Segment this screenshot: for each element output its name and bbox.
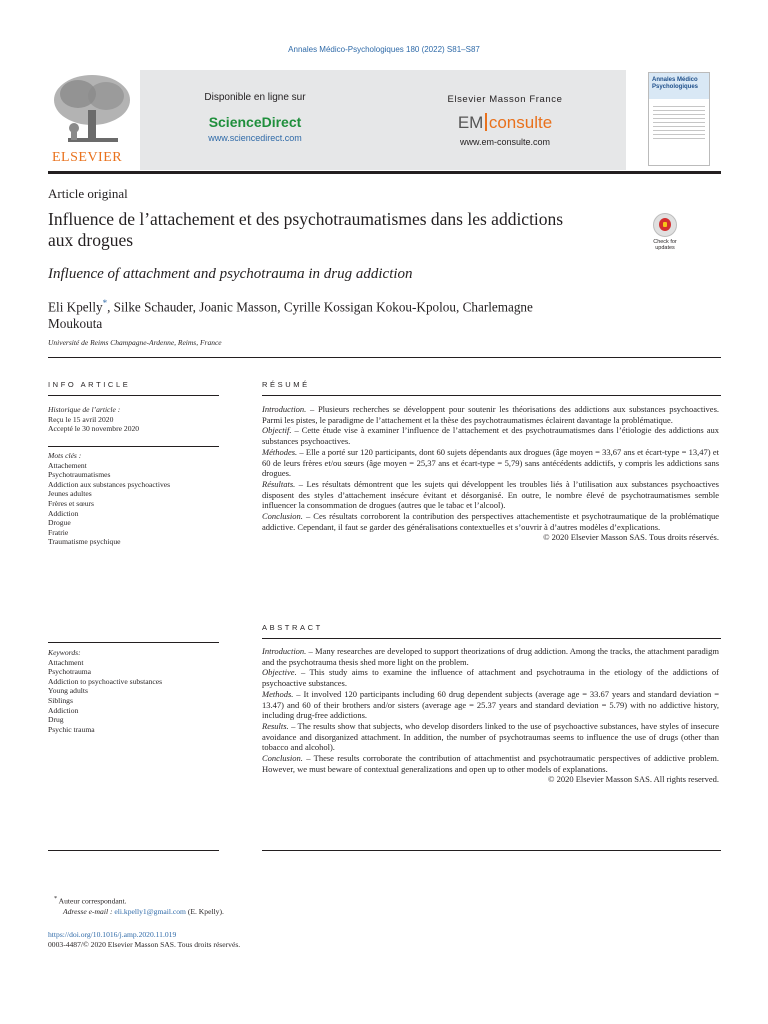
history-received: Reçu le 15 avril 2020 [48,414,114,424]
resume-section-text: – Ces résultats corroborent la contribution des perspectives attachementiste et psychotraumatique de la problématique addictive. Cependant, il faut se garder des généralisations contextuelles et s’ouvrir à d’autres modèles d’explications. [262,511,719,532]
left-bottom-rule [48,850,219,851]
emconsulte-block [430,94,580,147]
resume-section-label: Méthodes. [262,446,298,457]
author-list [48,295,568,332]
keyword-item: Psychic trauma [48,724,95,734]
article-subtitle: Influence of attachment and psychotrauma in drug addiction [48,266,413,282]
mots-cle-item: Addiction [48,508,79,518]
abstract-paragraph [262,689,719,721]
resume-paragraph [262,425,719,446]
cover-contents [649,99,709,146]
resume-section-text: – Plusieurs recherches se développent pour soutenir les théorisations des addictions aux substances psychoactives. Parmi les pistes, le paradigme de l’attachement et la thèse des psychotraumatismes éclairent davantage la problématique. [262,404,719,425]
abstract-section-text: – Many researches are developed to support theorizations of drug addiction. Among the tracks, the attachment paradigm and the psychotrauma thesis shed more light on the problem. [262,646,719,667]
cover-title-line2: Psychologiques [652,84,699,90]
resume-header: RÉSUMÉ [262,380,310,389]
history-label: Historique de l’article : [48,405,121,414]
footnote-star: * [54,895,58,902]
right-bottom-rule [262,850,721,851]
keyword-item: Drug [48,715,64,725]
keyword-item: Addiction to psychoactive substances [48,676,163,686]
mots-cle-item: Attachement [48,460,87,470]
mots-cles-label: Mots clés : [48,451,82,460]
publication-info [48,930,548,950]
keyword-item: Young adults [48,686,88,696]
article-type: Article original [48,186,128,201]
cover-title [649,73,709,99]
resume-copyright: © 2020 Elsevier Masson SAS. Tous droits réservés. [543,532,719,543]
sciencedirect-logo[interactable]: ScienceDirect [208,114,302,130]
banner-links-panel [140,70,626,170]
keywords-label: Keywords: [48,648,81,657]
sciencedirect-link[interactable]: www.sciencedirect.com [208,133,302,143]
crossmark-icon [653,213,677,237]
available-online-label: Disponible en ligne sur [204,92,306,103]
abstract-section-label: Introduction. [262,646,307,656]
issn-copyright: 0003-4487/© 2020 Elsevier Masson SAS. Tous droits réservés. [48,940,241,949]
abstract-paragraph [262,721,719,753]
info-rule [48,395,219,396]
emconsulte-link[interactable]: www.em-consulte.com [459,137,551,147]
corresponding-author-link[interactable]: * [102,298,108,308]
resume-paragraph [262,404,719,425]
resume-section-text: – Elle a porté sur 120 participants, dont 60 sujets dépendants aux drogues (âge moyen = 33,67 ans et écart-type = 13,47) et 60 de leurs frères et/ou sœurs (âge moyen = 25,37 ans et écart-type = 5,79) sans antécédents addictifs, y compris les addictions sans drogues. [262,446,719,479]
em-logo-left: EM [457,113,484,132]
affiliation: Université de Reims Champagne-Ardenne, Reims, France [48,338,222,347]
mots-cle-item: Frères et sœurs [48,498,94,508]
article-title: Influence de l’attachement et des psychotraumatismes dans les addictions aux drogues [48,209,564,250]
mots-cle-item: Addiction aux substances psychoactives [48,479,171,489]
mots-cles-block [48,451,219,547]
footnote-corresp: Auteur correspondant. [58,896,127,906]
em-publisher-label: Elsevier Masson France [447,94,563,105]
resume-body [262,404,719,543]
elsevier-tree-icon [48,70,136,150]
keyword-item: Attachment [48,657,84,667]
abstract-paragraph [262,753,719,774]
journal-cover-thumbnail[interactable] [648,72,710,166]
abstract-section-label: Methods. [262,688,294,699]
resume-section-label: Conclusion. [262,511,303,522]
keyword-item: Addiction [48,705,79,715]
resume-section-text: – Cette étude vise à examiner l’influence de l’attachement et des psychotraumatismes dans l’étiologie des addictions aux substances psychoactives. [262,425,719,447]
abstract-section-text: – It involved 120 participants including 60 drug dependent subjects (average age = 33.67 years and standard deviation = 13.47) and 60 of their brothers and/or sisters (average age = 25.37 years and standard deviation = 5.79) with no addictive history, including drug-free addictions. [262,688,719,721]
resume-rule [262,395,721,396]
mots-cle-item: Jeunes adultes [48,489,92,499]
abstract-body [262,646,719,785]
keywords-rule [48,642,219,643]
em-logo-right: consulte [488,113,553,132]
info-article-header: INFO ARTICLE [48,380,131,389]
abstract-section-label: Conclusion. [262,753,303,764]
footnote [54,894,454,917]
email-suffix: (E. Kpelly). [187,906,224,916]
article-history [48,405,219,434]
abstract-rule [262,638,721,639]
keywords-block [48,648,219,734]
journal-banner [48,70,721,170]
resume-section-text: – Les résultats démontrent que les sujets qui développent les troubles liés à l’utilisation aux substances psychoactives disposent des styles d’attachement insécure évitant et désorganisé. En outre, le nombre élevé de psychotraumatismes semble influencer la consommation de drogues (autres que le tabac et l’alcool). [262,478,719,511]
abstract-paragraph [262,667,719,688]
history-rule [48,446,219,447]
author-first: Eli Kpelly [48,299,103,315]
abstract-header: ABSTRACT [262,623,323,632]
email-link[interactable]: eli.kpelly1@gmail.com [114,906,186,916]
section-rule [48,357,721,358]
abstract-section-label: Results. [262,720,289,731]
resume-section-label: Objectif. [262,425,292,436]
sciencedirect-block [180,92,330,143]
journal-reference[interactable]: Annales Médico-Psychologiques 180 (2022) S81–S87 [288,45,480,54]
elsevier-logo[interactable] [48,70,140,170]
doi-link[interactable]: https://doi.org/10.1016/j.amp.2020.11.019 [48,930,177,939]
abstract-section-text: – This study aims to examine the influence of attachment and psychotrauma in the etiology of the addictions of psychoactive substances. [262,667,719,689]
history-accepted: Accepté le 30 novembre 2020 [48,424,140,434]
abstract-section-label: Objective. [262,667,297,678]
abstract-paragraph [262,646,719,667]
cover-title-line1: Annales Médico [652,77,698,83]
abstract-copyright: © 2020 Elsevier Masson SAS. All rights reserved. [547,774,719,785]
resume-paragraph [262,447,719,479]
email-label: Adresse e-mail : [63,906,113,916]
check-for-updates-button[interactable] [647,213,683,253]
abstract-section-text: – These results corroborate the contribution of attachmentist and psychotraumatic perspectives of addictive problem. However, we must beware of contextual generalizations and open up to other models of explanations. [262,753,719,774]
resume-section-label: Résultats. [262,478,296,489]
resume-paragraph [262,479,719,511]
resume-section-label: Introduction. [262,404,307,414]
mots-cle-item: Psychotraumatismes [48,470,111,480]
crossmark-label: Check for updates [653,239,677,251]
emconsulte-logo[interactable] [430,113,580,133]
elsevier-wordmark: ELSEVIER [52,150,123,165]
keyword-item: Siblings [48,695,73,705]
author-rest: , Silke Schauder, Joanic Masson, Cyrille Kossigan Kokou-Kpolou, Charlemagne Moukouta [48,299,533,332]
mots-cle-item: Traumatisme psychique [48,537,121,547]
mots-cle-item: Fratrie [48,527,69,537]
keyword-item: Psychotrauma [48,667,92,677]
mots-cle-item: Drogue [48,518,71,528]
resume-paragraph [262,511,719,532]
abstract-section-text: – The results show that subjects, who develop disorders linked to the use of psychoactive substances, have styles of insecure avoidance and disorganized attachment. In addition, the number of psychotraumas seems to influence the use of drugs (other than tobacco and alcohol). [262,720,719,753]
header-rule [48,171,721,174]
